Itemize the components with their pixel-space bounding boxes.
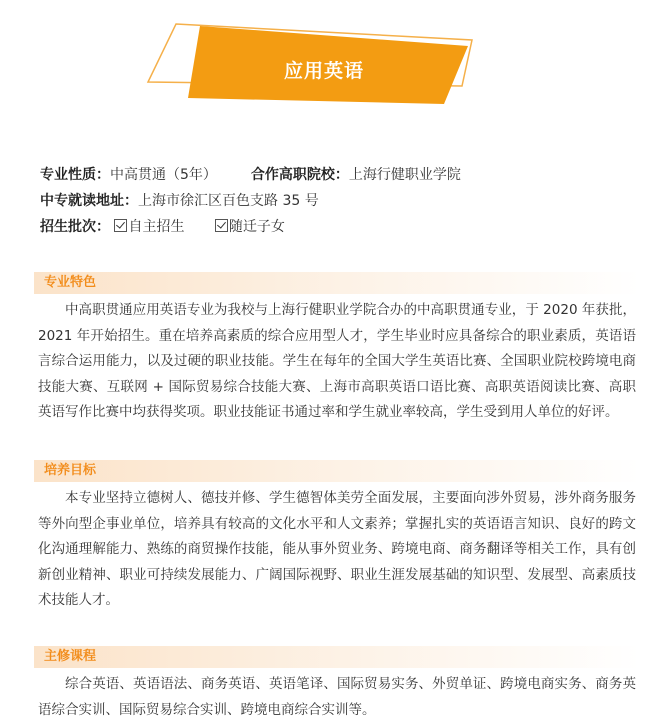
program-info [40, 162, 461, 240]
info-row-nature [40, 162, 461, 188]
section-heading: 主修课程 [34, 646, 640, 668]
college-value: 上海行健职业学院 [348, 167, 461, 183]
college-label: 合作高职院校： [250, 167, 349, 183]
checkbox-checked-icon [114, 219, 127, 232]
section-goals [34, 460, 640, 614]
section-body: 综合英语、英语语法、商务英语、英语笔译、国际贸易实务、外贸单证、跨境电商实务、商务英语综合实训、国际贸易综合实训、跨境电商综合实训等。 [38, 676, 636, 718]
info-row-address [40, 188, 461, 214]
section-features [34, 272, 640, 426]
section-heading: 专业特色 [34, 272, 640, 294]
nature-label: 专业性质： [40, 167, 110, 183]
batch-option-migrant: 随迁子女 [215, 219, 285, 235]
batch-option-self: 自主招生 [114, 219, 184, 235]
page-title: 应用英语 [283, 60, 364, 82]
section-body: 本专业坚持立德树人、德技并修、学生德智体美劳全面发展，主要面向涉外贸易，涉外商务服务等外向型企事业单位，培养具有较高的文化水平和人文素养；掌握扎实的英语语言知识、良好的跨文化沟通理解能力、熟练的商贸操作技能，能从事外贸业务、跨境电商、商务翻译等相关工作，具有创新创业精神、职业可持续发展能力、广阔国际视野、职业生涯发展基础的知识型、发展型、高素质技术技能人才。 [38, 490, 636, 609]
section-courses [34, 646, 640, 723]
section-body: 中高职贯通应用英语专业为我校与上海行健职业学院合办的中高职贯通专业，于 2020 年获批，2021 年开始招生。重在培养高素质的综合应用型人才，学生毕业时应具备综合的职业素质，英语语言综合运用能力，以及过硬的职业技能。学生在每年的全国大学生英语比赛、全国职业院校跨境电商技能大赛、互联网 + 国际贸易综合技能大赛、上海市高职英语口语比赛、高职英语阅读比赛、高职英语写作比赛中均获得奖项。职业技能证书通过率和学生就业率较高，学生受到用人单位的好评。 [38, 302, 636, 421]
checkbox-checked-icon [215, 219, 228, 232]
address-label: 中专就读地址： [40, 193, 138, 209]
title-banner [0, 0, 672, 120]
section-heading: 培养目标 [34, 460, 640, 482]
info-row-batch [40, 214, 461, 240]
nature-value: 中高贯通（5年） [110, 167, 217, 183]
address-value: 上海市徐汇区百色支路 35 号 [138, 193, 319, 209]
batch-label: 招生批次： [40, 219, 110, 235]
